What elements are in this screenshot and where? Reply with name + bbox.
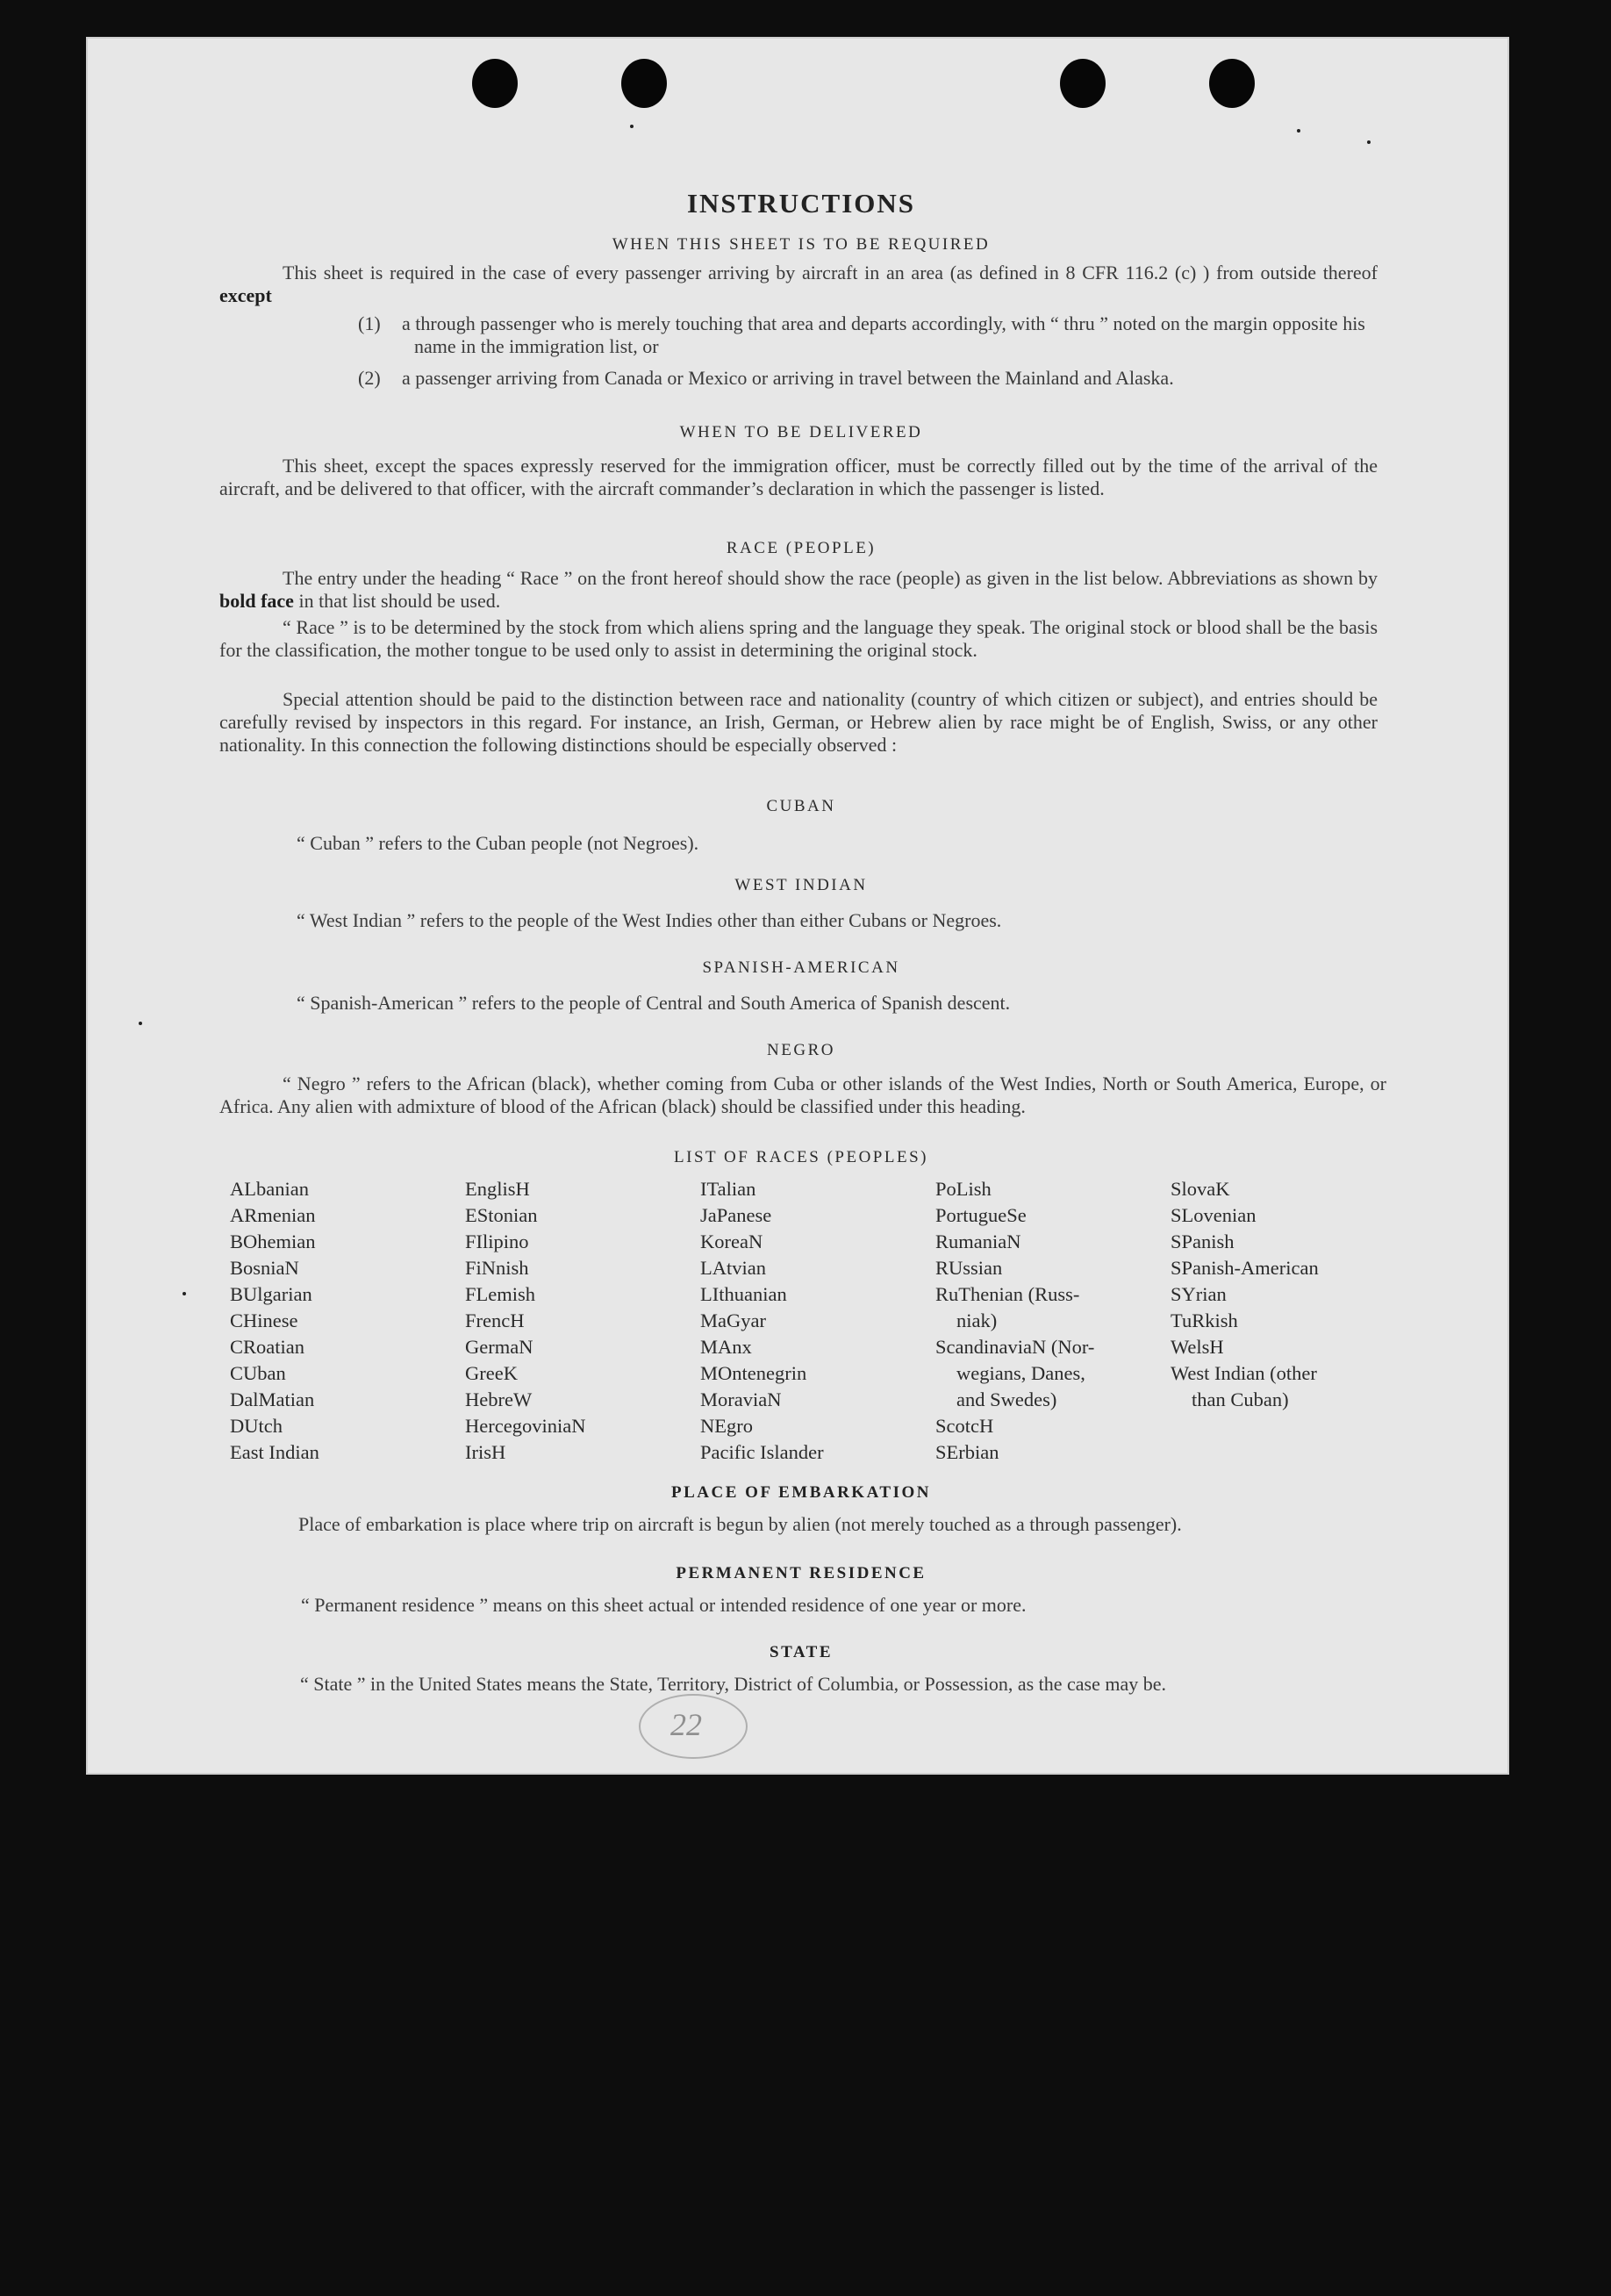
punch-hole <box>1209 59 1255 108</box>
section-title-residence: PERMANENT RESIDENCE <box>676 1564 927 1582</box>
race-entry: MOntenegrin <box>700 1362 807 1384</box>
race-entry: DUtch <box>230 1415 283 1437</box>
race-entry: EStonian <box>465 1204 538 1226</box>
item-number: (1) <box>358 312 381 334</box>
race-entry: wegians, Danes, <box>956 1362 1085 1384</box>
section-title-spanish-american: SPANISH-AMERICAN <box>702 958 900 977</box>
race-entry: MaGyar <box>700 1309 766 1331</box>
race-entry: SPanish-American <box>1171 1257 1319 1279</box>
section-title-race-list: LIST OF RACES (PEOPLES) <box>674 1148 928 1166</box>
race-entry: HercegoviniaN <box>465 1415 586 1437</box>
race-entry: LAtvian <box>700 1257 766 1279</box>
race-entry: CUban <box>230 1362 286 1384</box>
race-column <box>465 1176 693 1466</box>
section-title-west-indian: WEST INDIAN <box>734 876 868 894</box>
race-entry: ScandinaviaN (Nor- <box>935 1336 1095 1358</box>
race-entry: than Cuban) <box>1192 1388 1289 1410</box>
section-title-cuban: CUBAN <box>766 797 836 815</box>
race-entry: SlovaK <box>1171 1178 1230 1200</box>
race-column <box>1171 1176 1399 1413</box>
race-column <box>935 1176 1164 1466</box>
race-entry: GermaN <box>465 1336 533 1358</box>
section-title-state: STATE <box>770 1643 833 1661</box>
section-title-embarkation: PLACE OF EMBARKATION <box>671 1483 931 1502</box>
race-entry: CHinese <box>230 1309 298 1331</box>
race-entry: ARmenian <box>230 1204 316 1226</box>
race-entry: MAnx <box>700 1336 752 1358</box>
race-entry: BosniaN <box>230 1257 299 1279</box>
race-entry: EnglisH <box>465 1178 530 1200</box>
race-entry: TuRkish <box>1171 1309 1238 1331</box>
race-column <box>700 1176 928 1466</box>
race-entry: IrisH <box>465 1441 506 1463</box>
required-intro: This sheet is required in the case of every passenger arriving by aircraft in an area (as defined in 8 CFR 116.2 (c) ) from outside thereof except <box>219 262 1378 306</box>
race-entry: DalMatian <box>230 1388 315 1410</box>
race-paragraph-3: Special attention should be paid to the distinction between race and nationality (country of which citizen or subject), and entries should be carefully revised by inspectors in this regard. For instance, an Irish, German, or Hebrew alien by race might be of English, Swiss, or any other nationality. In this connection the following distinctions should be especially observed : <box>219 688 1378 756</box>
race-entry: FLemish <box>465 1283 536 1305</box>
race-entry: BOhemian <box>230 1231 316 1252</box>
race-entry: SPanish <box>1171 1231 1235 1252</box>
race-entry: Pacific Islander <box>700 1441 824 1463</box>
race-entry: East Indian <box>230 1441 319 1463</box>
section-title-delivered: WHEN TO BE DELIVERED <box>679 423 923 441</box>
race-entry: PoLish <box>935 1178 992 1200</box>
race-column <box>230 1176 458 1466</box>
race-entry: SLovenian <box>1171 1204 1257 1226</box>
delivered-text: This sheet, except the spaces expressly reserved for the immigration officer, must be correctly filled out by the time of the arrival of the aircraft, and be delivered to that officer, with the aircraft commander’s declaration in which the passenger is listed. <box>219 455 1378 499</box>
race-entry: and Swedes) <box>956 1388 1057 1410</box>
embarkation-text: Place of embarkation is place where trip on aircraft is begun by alien (not merely touched as a through passenger). <box>298 1513 1182 1535</box>
race-entry: ALbanian <box>230 1178 309 1200</box>
race-entry: FIlipino <box>465 1231 529 1252</box>
punch-hole <box>621 59 667 108</box>
page-title: INSTRUCTIONS <box>686 188 915 219</box>
race-paragraph-2: “ Race ” is to be determined by the stock from which aliens spring and the language they speak. The original stock or blood shall be the basis for the classification, the mother tongue to be used only to assist in determining the original stock. <box>219 616 1378 661</box>
race-entry: JaPanese <box>700 1204 772 1226</box>
punch-hole <box>1060 59 1106 108</box>
residence-text: “ Permanent residence ” means on this sheet actual or intended residence of one year or more. <box>301 1594 1027 1616</box>
race-entry: FrencH <box>465 1309 525 1331</box>
spanish-american-text: “ Spanish-American ” refers to the people of Central and South America of Spanish descent. <box>297 992 1011 1014</box>
race-entry: RuThenian (Russ- <box>935 1283 1080 1305</box>
race-entry: niak) <box>956 1309 998 1331</box>
state-text: “ State ” in the United States means the State, Territory, District of Columbia, or Possession, as the case may be. <box>300 1673 1167 1695</box>
race-entry: RumaniaN <box>935 1231 1021 1252</box>
west-indian-text: “ West Indian ” refers to the people of the West Indies other than either Cubans or Negroes. <box>297 909 1002 931</box>
negro-text: “ Negro ” refers to the African (black), whether coming from Cuba or other islands of the West Indies, North or South America, Europe, or Africa. Any alien with admixture of blood of the African (black) should be classified under this heading. <box>219 1073 1386 1117</box>
section-title-race: RACE (PEOPLE) <box>726 539 877 557</box>
race-entry: GreeK <box>465 1362 518 1384</box>
race-entry: MoraviaN <box>700 1388 782 1410</box>
race-entry: West Indian (other <box>1171 1362 1317 1384</box>
section-title-required: WHEN THIS SHEET IS TO BE REQUIRED <box>612 235 991 254</box>
required-item-1: a through passenger who is merely touching that area and departs accordingly, with “ thru ” noted on the margin opposite his name in the immigration list, or <box>402 312 1365 357</box>
punch-hole <box>472 59 518 108</box>
race-entry: SErbian <box>935 1441 999 1463</box>
cuban-text: “ Cuban ” refers to the Cuban people (not Negroes). <box>297 832 699 854</box>
race-entry: NEgro <box>700 1415 753 1437</box>
race-entry: WelsH <box>1171 1336 1224 1358</box>
document-sheet <box>86 37 1509 1775</box>
section-title-negro: NEGRO <box>767 1041 835 1059</box>
handwritten-mark: 22 <box>639 1694 748 1759</box>
race-entry: LIthuanian <box>700 1283 787 1305</box>
race-entry: ScotcH <box>935 1415 994 1437</box>
race-entry: BUlgarian <box>230 1283 312 1305</box>
race-entry: CRoatian <box>230 1336 304 1358</box>
race-entry: PortugueSe <box>935 1204 1027 1226</box>
race-paragraph-1: The entry under the heading “ Race ” on the front hereof should show the race (people) as given in the list below. Abbreviations as shown by bold face in that list should be used. <box>219 567 1378 612</box>
required-item-2: a passenger arriving from Canada or Mexico or arriving in travel between the Mainland and Alaska. <box>402 367 1174 389</box>
race-entry: FiNnish <box>465 1257 529 1279</box>
item-number: (2) <box>358 367 381 389</box>
race-entry: SYrian <box>1171 1283 1227 1305</box>
race-entry: HebreW <box>465 1388 533 1410</box>
race-entry: KoreaN <box>700 1231 763 1252</box>
race-entry: RUssian <box>935 1257 1003 1279</box>
race-entry: ITalian <box>700 1178 756 1200</box>
